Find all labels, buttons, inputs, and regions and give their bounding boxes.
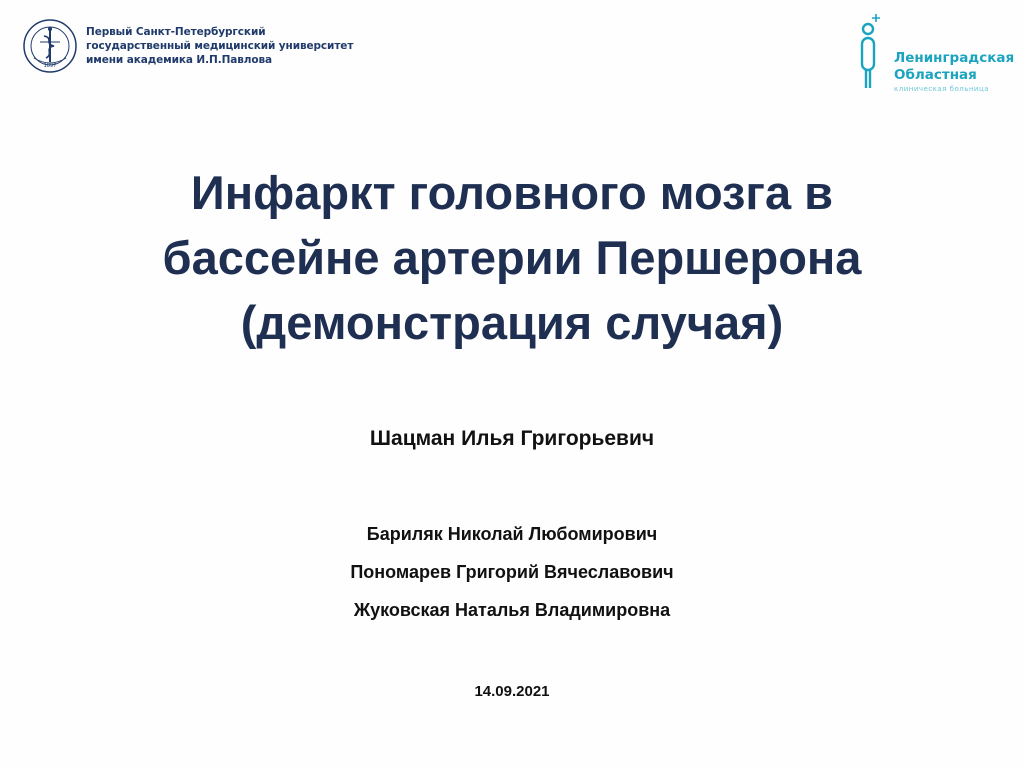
title-line: (демонстрация случая) xyxy=(240,296,784,349)
presenter-name: Шацман Илья Григорьевич xyxy=(369,427,655,450)
university-name-line: Первый Санкт-Петербургский xyxy=(86,26,266,38)
university-name-line: государственный медицинский университет xyxy=(86,40,354,52)
svg-text:1897: 1897 xyxy=(43,63,57,69)
coauthor-name: Бариляк Николай Любомирович xyxy=(366,524,658,544)
coauthor-name: Пономарев Григорий Вячеславович xyxy=(350,562,674,582)
hospital-name-line: Областная xyxy=(894,67,977,83)
slide-title xyxy=(40,160,984,355)
hospital-logo xyxy=(858,12,1015,93)
coauthor-list xyxy=(0,515,1024,629)
hospital-subtitle: клиническая больница xyxy=(894,85,990,93)
university-logo xyxy=(22,15,354,77)
hospital-figure-icon xyxy=(858,12,886,92)
presentation-date: 14.09.2021 xyxy=(474,683,550,700)
university-seal-icon xyxy=(22,18,78,74)
hospital-name-line: Ленинградская xyxy=(894,50,1015,66)
title-line: бассейне артерии Першерона xyxy=(162,231,862,284)
hospital-name xyxy=(894,50,1014,94)
university-name-line: имени академика И.П.Павлова xyxy=(86,54,273,66)
coauthor-name: Жуковская Наталья Владимировна xyxy=(353,600,671,620)
university-name xyxy=(86,25,353,67)
title-line: Инфаркт головного мозга в xyxy=(190,166,834,219)
